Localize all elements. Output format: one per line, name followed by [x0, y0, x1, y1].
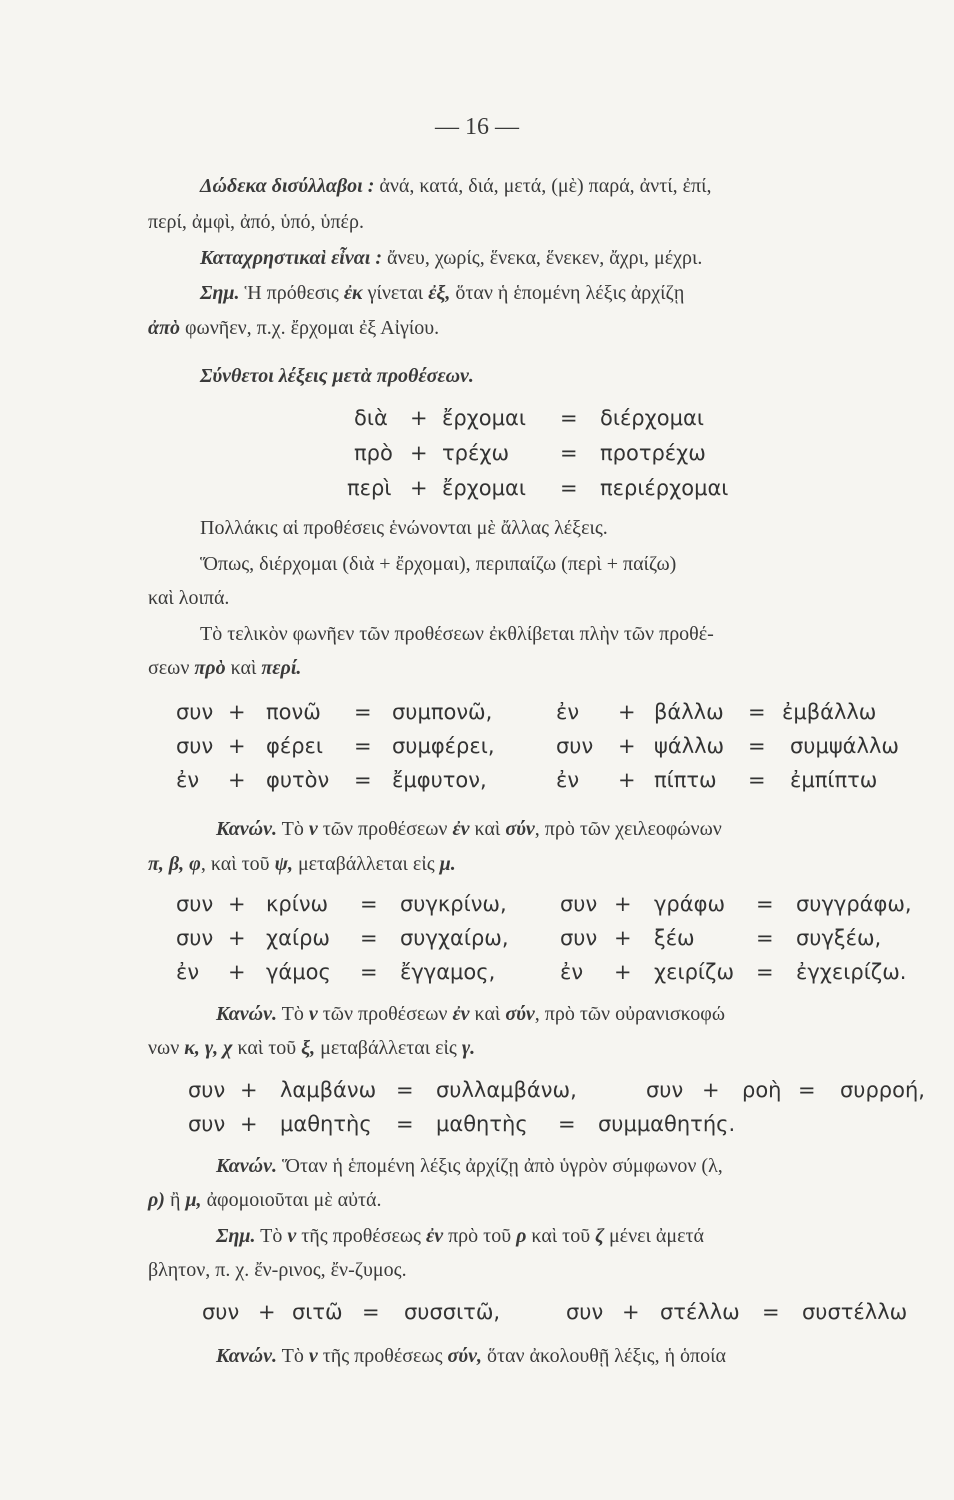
rule1-en: ἐν [452, 818, 470, 840]
rule1-d: , πρὸ τῶν χειλεοφώνων [534, 818, 722, 840]
rule2-a: Τὸ [277, 1003, 309, 1025]
grid-cell: μαθητὴς [280, 1112, 372, 1136]
grid-cell: μαθητὴς [436, 1112, 528, 1136]
grid-cell: συν [188, 1078, 226, 1102]
note2-a: Τὸ [255, 1225, 288, 1247]
grid-cell: πίπτω [654, 768, 717, 792]
grid-cell: συμφέρει, [392, 734, 495, 758]
grid-cell: σιτῶ [292, 1300, 343, 1324]
rule2-en: ἐν [452, 1003, 470, 1025]
grid-cell: συμψάλλω [790, 734, 899, 758]
rule3-a: Ὅταν ἡ ἑπομένη λέξις ἀρχίζῃ ἀπὸ ὑγρὸν σύμφωνον (λ, [277, 1155, 723, 1177]
equals-sign: = [354, 768, 372, 792]
grid-cell: συσσιτῶ, [404, 1300, 501, 1324]
rule1-e: , καὶ τοῦ [200, 853, 275, 875]
rule2-d: , πρὸ τῶν οὐρανισκοφώ [534, 1003, 725, 1025]
rule1-mu: μ. [439, 853, 456, 875]
note1-cont-text: φωνῆεν, π.χ. ἔρχομαι ἐξ Αἰγίου. [179, 317, 440, 339]
grid-cell: ψάλλω [654, 734, 725, 758]
grid-cell: ἐν [176, 768, 200, 792]
rule3-mu: μ, [185, 1189, 202, 1211]
grid-cell: ἐν [556, 700, 580, 724]
rule4-a: Τὸ [277, 1345, 309, 1367]
grid-cell: συν [176, 926, 214, 950]
grid-cell: στέλλω [660, 1300, 740, 1324]
note2-e: μένει ἀμετά [603, 1225, 705, 1247]
rule3-b: ἢ [164, 1189, 186, 1211]
grid-cell: ξέω [654, 926, 695, 950]
grid-cell: βάλλω [654, 700, 724, 724]
para2-line-4: Τὸ τελικὸν φωνῆεν τῶν προθέσεων ἐκθλίβεται πλὴν τῶν προθέ- [200, 623, 714, 645]
equals-sign: = [360, 892, 378, 916]
grid-cell: γράφω [654, 892, 726, 916]
plus-sign: + [258, 1300, 276, 1324]
grid-cell: συν [188, 1112, 226, 1136]
para2-line-3: καὶ λοιπά. [148, 587, 230, 609]
rule2-label: Κανών. [216, 1003, 278, 1025]
equals-sign: = [748, 700, 766, 724]
rule2-line-1 [216, 1000, 725, 1028]
equals-sign: = [756, 892, 774, 916]
compounds-title: Σύνθετοι λέξεις μετὰ προθέσεων. [200, 365, 474, 387]
rule2-gamma: γ. [461, 1037, 476, 1059]
grid-cell: συμμαθητής. [598, 1112, 736, 1136]
grid-cell: συρροή, [840, 1078, 925, 1102]
grid-cell: κρίνω [266, 892, 329, 916]
para2-line-5 [148, 654, 301, 682]
plus-sign: + [228, 926, 246, 950]
rule4-label: Κανών. [216, 1345, 278, 1367]
grid-cell: συν [556, 734, 594, 758]
note1-text-c: ὅταν ἡ ἑπομένη λέξις ἀρχίζῃ [450, 282, 685, 304]
line-disyllabic-cont [148, 208, 364, 236]
equals-sign: = [362, 1300, 380, 1324]
text-improper: ἄνευ, χωρίς, ἕνεκα, ἕνεκεν, ἄχρι, μέχρι. [382, 247, 703, 269]
rule2-line-2 [148, 1034, 475, 1062]
plus-sign: + [228, 892, 246, 916]
compound-prep: περὶ [347, 476, 392, 500]
note1-ex: ἐξ, [428, 282, 451, 304]
grid-cell: λαμβάνω [280, 1078, 377, 1102]
note2-c: πρὸ τοῦ [443, 1225, 517, 1247]
rule1-line-1 [216, 815, 722, 843]
grid-cell: συν [566, 1300, 604, 1324]
compound-result: διέρχομαι [600, 406, 704, 430]
grid-cell: συν [176, 700, 214, 724]
rule1-line-2 [148, 850, 456, 878]
note2-nu: ν [287, 1225, 297, 1247]
rule1-c: καὶ [469, 818, 506, 840]
rule4-syn: σύν, [447, 1345, 482, 1367]
rule1-syn: σύν [505, 818, 535, 840]
plus-sign: + [228, 768, 246, 792]
grid-cell: συν [202, 1300, 240, 1324]
para2-l5-b: καὶ [225, 657, 262, 679]
grid-cell: συλλαμβάνω, [436, 1078, 577, 1102]
grid-cell: ἐν [560, 960, 584, 984]
note1-ek: ἐκ [343, 282, 363, 304]
compound-base: ἔρχομαι [442, 406, 526, 430]
plus-sign: + [618, 700, 636, 724]
plus-sign: + [240, 1078, 258, 1102]
equals-sign: = [558, 1112, 576, 1136]
equals-sign: = [560, 441, 578, 465]
plus-sign: + [228, 734, 246, 758]
rule3-line-1 [216, 1152, 723, 1180]
equals-sign: = [756, 960, 774, 984]
note2-b: τῆς προθέσεως [296, 1225, 426, 1247]
grid-cell: συγγράφω, [796, 892, 912, 916]
grid-cell: ροὴ [742, 1078, 782, 1102]
grid-cell: χαίρω [266, 926, 330, 950]
rule4-nu: ν [308, 1345, 318, 1367]
grid-cell: ἐμβάλλω [782, 700, 877, 724]
rule4-c: ὅταν ἀκολουθῇ λέξις, ἡ ὁποία [481, 1345, 727, 1367]
equals-sign: = [560, 406, 578, 430]
grid-cell: ἔμφυτον, [392, 768, 487, 792]
grid-cell: φυτὸν [266, 768, 330, 792]
grid-cell: συν [176, 892, 214, 916]
equals-sign: = [798, 1078, 816, 1102]
rule1-nu: ν [308, 818, 318, 840]
text-disyllabic: ἀνά, κατά, διά, μετά, (μὲ) παρά, ἀντί, ἐπί, [374, 175, 712, 197]
note2-en: ἐν [425, 1225, 444, 1247]
plus-sign: + [410, 441, 428, 465]
page-number: — 16 — [435, 114, 519, 140]
grid-cell: χειρίζω [654, 960, 735, 984]
plus-sign: + [228, 700, 246, 724]
equals-sign: = [360, 960, 378, 984]
rule1-b: τῶν προθέσεων [317, 818, 453, 840]
rule1-labials: π, β, φ [148, 853, 201, 875]
rule2-palatals: κ, γ, χ [184, 1037, 233, 1059]
grid-cell: συν [560, 892, 598, 916]
line-improper [200, 244, 702, 272]
plus-sign: + [618, 768, 636, 792]
note1-apo: ἀπὸ [148, 317, 180, 339]
note2-d: καὶ τοῦ [526, 1225, 596, 1247]
note2-rho: ρ [516, 1225, 527, 1247]
plus-sign: + [228, 960, 246, 984]
rule2-c: καὶ [469, 1003, 506, 1025]
plus-sign: + [410, 476, 428, 500]
rule3-rho: ρ) [148, 1189, 165, 1211]
rule2-g: μεταβάλλεται εἰς [315, 1037, 462, 1059]
note1-text-a: Ἡ πρόθεσις [239, 282, 344, 304]
plus-sign: + [702, 1078, 720, 1102]
para2-pro: πρὸ [194, 657, 226, 679]
equals-sign: = [396, 1112, 414, 1136]
equals-sign: = [748, 768, 766, 792]
grid-cell: ἔγγαμος, [400, 960, 496, 984]
plus-sign: + [618, 734, 636, 758]
rule3-label: Κανών. [216, 1155, 278, 1177]
grid-cell: συστέλλω [802, 1300, 908, 1324]
compound-prep: διὰ [354, 406, 388, 430]
heading-improper: Καταχρηστικαὶ εἶναι : [200, 247, 382, 269]
grid-cell: συγκρίνω, [400, 892, 507, 916]
note2-line-2: βλητον, π. χ. ἔν-ρινος, ἔν-ζυμος. [148, 1259, 407, 1281]
grid-cell: πονῶ [266, 700, 321, 724]
grid-cell: συμπονῶ, [392, 700, 493, 724]
grid-cell: συν [560, 926, 598, 950]
equals-sign: = [354, 700, 372, 724]
rule3-c: ἀφομοιοῦται μὲ αὐτά. [201, 1189, 382, 1211]
rule1-a: Τὸ [277, 818, 309, 840]
grid-cell: συν [646, 1078, 684, 1102]
rule2-e: νων [148, 1037, 185, 1059]
equals-sign: = [354, 734, 372, 758]
rule1-f: μεταβάλλεται εἰς [292, 853, 440, 875]
rule4-b: τῆς προθέσεως [317, 1345, 448, 1367]
grid-cell: ἐν [556, 768, 580, 792]
grid-cell: συν [176, 734, 214, 758]
compound-base: τρέχω [442, 441, 510, 465]
grid-cell: συγχαίρω, [400, 926, 509, 950]
equals-sign: = [360, 926, 378, 950]
rule4-line-1 [216, 1342, 726, 1370]
heading-compounds [200, 362, 474, 390]
compound-result: προτρέχω [600, 441, 706, 465]
plus-sign: + [614, 892, 632, 916]
equals-sign: = [560, 476, 578, 500]
note2-zeta: ζ [595, 1225, 604, 1247]
plus-sign: + [614, 926, 632, 950]
para2-l5-a: σεων [148, 657, 195, 679]
rule2-nu: ν [308, 1003, 318, 1025]
rule2-f: καὶ τοῦ [232, 1037, 302, 1059]
equals-sign: = [396, 1078, 414, 1102]
rule1-psi: ψ, [274, 853, 293, 875]
grid-cell: ἐγχειρίζω. [796, 960, 907, 984]
heading-disyllabic: Δώδεκα δισύλλαβοι : [200, 175, 375, 197]
line-disyllabic [200, 172, 712, 200]
rule1-label: Κανών. [216, 818, 278, 840]
compound-base: ἔρχομαι [442, 476, 526, 500]
rule2-b: τῶν προθέσεων [317, 1003, 453, 1025]
plus-sign: + [410, 406, 428, 430]
equals-sign: = [748, 734, 766, 758]
line-note1-cont [148, 314, 439, 342]
grid-cell: γάμος [266, 960, 331, 984]
text-disyllabic-cont: περί, ἀμφὶ, ἀπό, ὑπό, ὑπέρ. [148, 211, 364, 233]
note1-label: Σημ. [200, 282, 240, 304]
grid-cell: ἐμπίπτω [790, 768, 878, 792]
equals-sign: = [756, 926, 774, 950]
plus-sign: + [622, 1300, 640, 1324]
grid-cell: φέρει [266, 734, 323, 758]
para2-line-2: Ὅπως, διέρχομαι (διὰ + ἔρχομαι), περιπαίζω (περὶ + παίζω) [200, 553, 677, 575]
grid-cell: ἐν [176, 960, 200, 984]
note1-text-b: γίνεται [362, 282, 429, 304]
rule3-line-2 [148, 1186, 382, 1214]
plus-sign: + [614, 960, 632, 984]
note2-line-1 [216, 1222, 704, 1250]
line-note1 [200, 279, 684, 307]
equals-sign: = [762, 1300, 780, 1324]
para2-line-1: Πολλάκις αἱ προθέσεις ἑνώνονται μὲ ἄλλας λέξεις. [200, 517, 608, 539]
rule2-xi: ξ, [301, 1037, 316, 1059]
plus-sign: + [240, 1112, 258, 1136]
grid-cell: συγξέω, [796, 926, 882, 950]
compound-result: περιέρχομαι [600, 476, 729, 500]
para2-peri: περί. [261, 657, 302, 679]
compound-prep: πρὸ [354, 441, 393, 465]
note2-label: Σημ. [216, 1225, 256, 1247]
rule2-syn: σύν [505, 1003, 535, 1025]
